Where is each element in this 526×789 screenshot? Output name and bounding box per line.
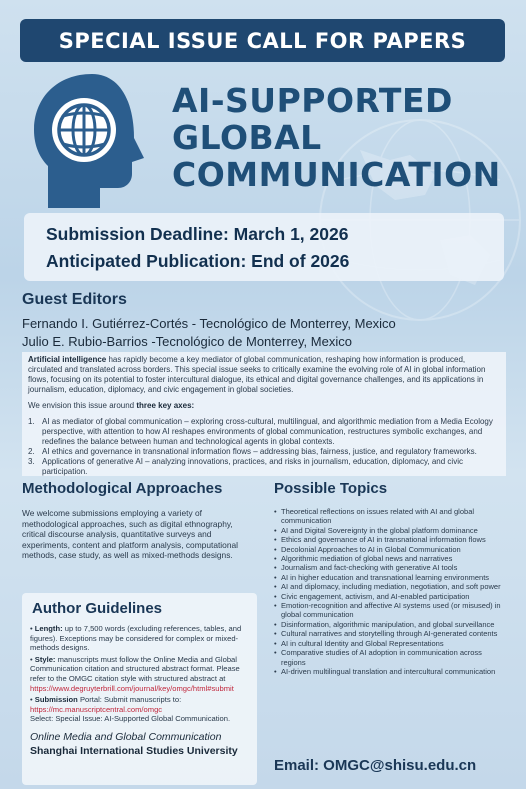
guideline-style: • Style: manuscripts must follow the Online Media and Global Communication citation and structured abstract format. Please refer to the OMGC citation style with structured abstract at https://www.degruyterbrill.com/journal/key/omgc/html#submit xyxy=(30,654,240,693)
topic-item: • AI and diplomacy, including mediation, negotiation, and soft power xyxy=(274,582,504,591)
guest-editors-heading: Guest Editors xyxy=(22,291,127,308)
topic-item: • Ethics and governance of AI in transnational information flows xyxy=(274,535,504,544)
citation-style-link[interactable]: https://www.degruyterbrill.com/journal/key/omgc/html#submit xyxy=(30,683,234,693)
topic-item: • Disinformation, algorithmic manipulation, and global surveillance xyxy=(274,620,504,629)
university-name: Shanghai International Studies University xyxy=(30,744,238,757)
topic-item: • AI-driven multilingual translation and intercultural communication xyxy=(274,667,504,676)
anticipated-publication: Anticipated Publication: End of 2026 xyxy=(46,251,350,271)
topic-item: • Journalism and fact-checking with generative AI tools xyxy=(274,563,504,572)
editor-2: Julio E. Rubio-Barrios -Tecnológico de Monterrey, Mexico xyxy=(22,334,352,349)
methodological-heading: Methodological Approaches xyxy=(22,480,223,497)
topic-item: • AI and Digital Sovereignty in the global platform dominance xyxy=(274,526,504,535)
axis-item: 2. AI ethics and governance in transnational information flows – addressing bias, fairness, justice, and regulatory frameworks. xyxy=(28,447,477,456)
contact-email[interactable]: Email: OMGC@shisu.edu.cn xyxy=(274,757,477,774)
axis-item: 1. AI as mediator of global communication – exploring cross-cultural, multilingual, and algorithmic mediation from a Media Ecology perspective, with attention to how AI reshapes environments of global communication, restructures symbolic exchanges, and redefines the balance between human and technological agents in global contexts. xyxy=(28,417,493,446)
topic-item: • Comparative studies of AI adoption in communication across regions xyxy=(274,648,504,667)
submission-portal-link[interactable]: https://mc.manuscriptcentral.com/omgc xyxy=(30,704,163,714)
topic-item: • AI in cultural Identity and Global Representations xyxy=(274,639,504,648)
main-title: AI-SUPPORTED GLOBAL COMMUNICATION xyxy=(172,81,501,194)
author-guidelines-heading: Author Guidelines xyxy=(32,600,163,617)
journal-name: Online Media and Global Communication xyxy=(30,730,222,743)
methodological-text: We welcome submissions employing a variety of methodological approaches, such as digital ethnography, critical discourse analysis, quantitative surveys and experiments, content and platform analysis, computational methods, case study, as well as mixed-methods designs. xyxy=(22,508,239,560)
submission-deadline: Submission Deadline: March 1, 2026 xyxy=(46,224,349,244)
guideline-submission: • Submission Portal: Submit manuscripts to: https://mc.manuscriptcentral.com/omgc Select: Special Issue: AI-Supported Global Communication. xyxy=(30,695,231,724)
intro-text-box xyxy=(22,352,506,476)
ai-head-globe-icon xyxy=(22,68,160,213)
topic-item: • Algorithmic mediation of global news and narratives xyxy=(274,554,504,563)
axes-list xyxy=(28,417,500,477)
banner: SPECIAL ISSUE CALL FOR PAPERS xyxy=(20,19,505,62)
guidelines-list xyxy=(30,624,249,724)
axes-intro: We envision this issue around three key axes: xyxy=(28,401,195,410)
topic-item: • Decolonial Approaches to AI in Global Communication xyxy=(274,545,504,554)
topic-item: • Theoretical reflections on issues related with AI and global communication xyxy=(274,507,504,526)
topic-item: • Civic engagement, activism, and AI-enabled participation xyxy=(274,592,504,601)
intro-paragraph: Artificial intelligence has rapidly become a key mediator of global communication, reshaping how information is produced, circulated and translated across borders. This special issue seeks to critically examine the evolving role of AI in global information flows, focusing on its potential to foster intercultural dialogue, its ethical and digital governance challenges, and its applications in journalism, education, diplomacy, and civic engagement in global societies. xyxy=(28,355,486,394)
topic-item: • Cultural narratives and storytelling through AI-generated contents xyxy=(274,629,504,638)
possible-topics-heading: Possible Topics xyxy=(274,480,388,497)
editor-1: Fernando I. Gutiérrez-Cortés - Tecnológico de Monterrey, Mexico xyxy=(22,316,396,331)
topic-item: • Emotion-recognition and affective AI systems used (or misused) in global communication xyxy=(274,601,504,620)
author-guidelines-box xyxy=(22,593,257,785)
deadline-box xyxy=(24,213,504,281)
topic-item: • AI in higher education and transnational learning environments xyxy=(274,573,504,582)
topics-list xyxy=(274,507,504,676)
axis-item: 3. Applications of generative AI – analyzing innovations, practices, and risks in journalism, education, diplomacy, and civic participation. xyxy=(28,457,463,476)
guideline-length: • Length: up to 7,500 words (excluding references, tables, and figures). Exceptions may be considered for complex or mixed-methods designs. xyxy=(30,624,242,653)
